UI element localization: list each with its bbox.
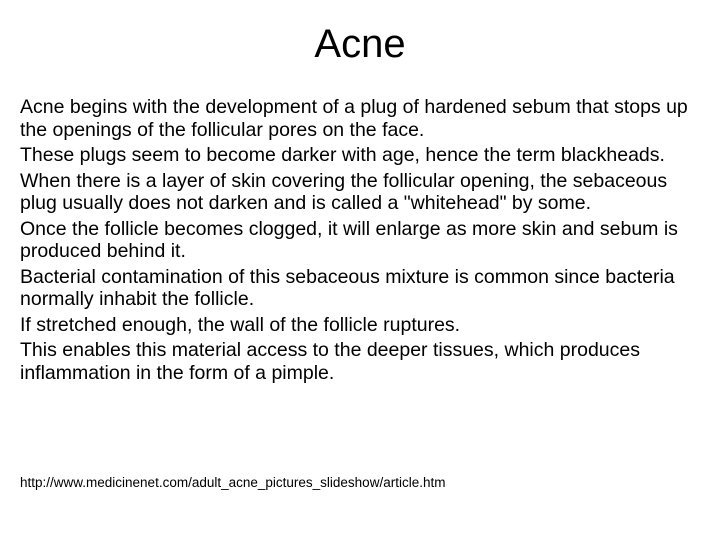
paragraph-whitehead: When there is a layer of skin covering the follicular opening, the sebaceous plug usually does not darken and is called a "whitehead" by some.	[20, 169, 668, 214]
paragraph-plug-formation: Acne begins with the development of a plug of hardened sebum that stops up the openings of the follicular pores on the face.	[20, 96, 688, 141]
slide-body	[20, 96, 700, 387]
paragraph-blackheads: These plugs seem to become darker with age, hence the term blackheads.	[20, 144, 665, 166]
paragraph-follicle-enlarge: Once the follicle becomes clogged, it will enlarge as more skin and sebum is produced behind it.	[20, 217, 678, 262]
paragraph-bacterial-contamination: Bacterial contamination of this sebaceous mixture is common since bacteria normally inhabit the follicle.	[20, 265, 675, 310]
slide-title: Acne	[314, 22, 406, 66]
paragraph-follicle-rupture: If stretched enough, the wall of the follicle ruptures.	[20, 313, 461, 336]
source-url-link[interactable]: http://www.medicinenet.com/adult_acne_pictures_slideshow/article.htm	[20, 475, 446, 490]
paragraph-pimple-inflammation: This enables this material access to the deeper tissues, which produces inflammation in the form of a pimple.	[20, 339, 640, 384]
